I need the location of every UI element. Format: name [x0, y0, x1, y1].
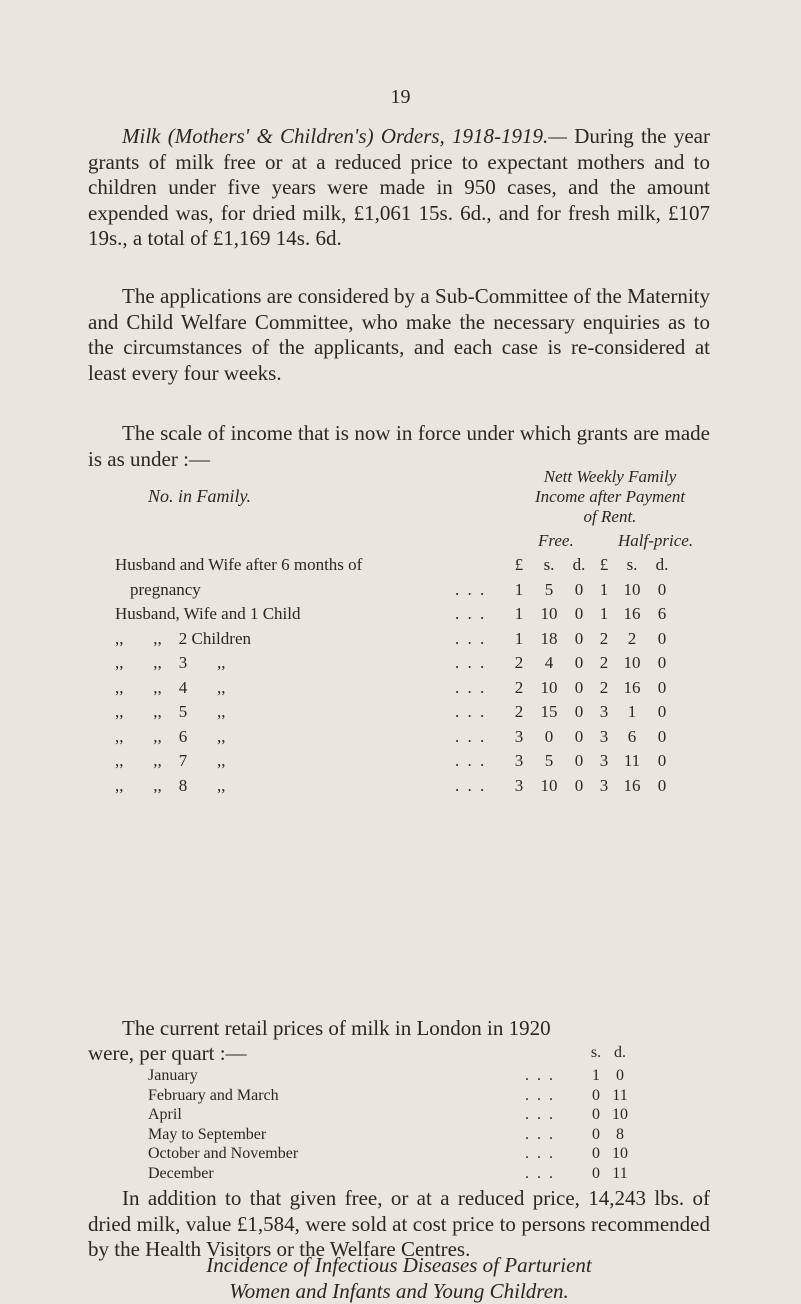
price-shillings: 0 [592, 1145, 600, 1162]
price-unit: s. [590, 1044, 602, 1061]
price-period: December [148, 1164, 214, 1182]
half-price-cell: 6 [657, 604, 667, 623]
free-cell: 2 [514, 653, 524, 672]
half-price-header: Half-price. [618, 531, 694, 550]
half-price-cell: 0 [657, 579, 667, 599]
free-cell: 10 [540, 775, 558, 795]
table-right-header-line: Income after Payment [534, 487, 686, 506]
free-cell: 2 [514, 702, 524, 721]
free-cell: 10 [540, 604, 558, 623]
price-period: February and March [148, 1086, 279, 1104]
free-cell: 0 [574, 628, 584, 648]
half-price-cell: 3 [599, 702, 609, 721]
price-unit: d. [614, 1044, 626, 1061]
unit-label: s. [626, 555, 638, 574]
leader-dots: . . . [525, 1067, 555, 1084]
free-header: Free. [538, 531, 574, 550]
half-price-cell: 1 [599, 579, 609, 599]
price-period: January [148, 1067, 198, 1084]
leader-dots: . . . [455, 604, 487, 623]
free-cell: 5 [544, 579, 554, 599]
half-price-cell: 11 [623, 751, 641, 770]
leader-dots: . . . [455, 702, 487, 721]
price-shillings: 0 [592, 1106, 600, 1123]
row-label: Husband, Wife and 1 Child [115, 604, 301, 623]
half-price-cell: 16 [623, 604, 641, 623]
half-price-cell: 0 [657, 775, 667, 795]
price-period: October and November [148, 1145, 299, 1162]
incidence-heading-line2: Women and Infants and Young Children. [229, 1279, 569, 1303]
scale-paragraph: The scale of income that is now in force under which grants are made is as under :— [88, 421, 710, 471]
leader-dots: . . . [455, 677, 487, 697]
price-pence: 10 [612, 1106, 628, 1123]
leader-dots: . . . [525, 1164, 555, 1182]
dried-milk-paragraph: In addition to that given free, or at a reduced price, 14,243 lbs. of dried milk, value £1,584, were sold at cost price to persons recommended by the Health Visitors or the Welfare Centres. [88, 1186, 710, 1261]
leader-dots: . . . [455, 726, 487, 746]
half-price-cell: 10 [623, 653, 641, 672]
half-price-cell: 0 [657, 726, 667, 746]
half-price-cell: 2 [599, 653, 609, 672]
table-left-header: No. in Family. [148, 486, 251, 506]
half-price-cell: 1 [627, 702, 637, 721]
free-cell: 3 [514, 775, 524, 795]
unit-label: d. [572, 555, 586, 574]
half-price-cell: 6 [627, 726, 637, 746]
row-label: ,, ,, 7 ,, [115, 751, 226, 770]
row-label: ,, ,, 5 ,, [115, 702, 226, 721]
price-shillings: 0 [592, 1164, 600, 1182]
half-price-cell: 16 [623, 677, 641, 697]
free-cell: 18 [540, 628, 558, 648]
free-cell: 2 [514, 677, 524, 697]
row-label: pregnancy [130, 579, 201, 599]
free-cell: 0 [574, 775, 584, 795]
half-price-cell: 3 [599, 775, 609, 795]
free-cell: 0 [544, 726, 554, 746]
free-cell: 5 [544, 751, 554, 770]
row-label: ,, ,, 2 Children [115, 628, 251, 648]
free-cell: 0 [574, 579, 584, 599]
free-cell: 1 [514, 579, 524, 599]
free-cell: 0 [574, 653, 584, 672]
unit-label: s. [543, 555, 555, 574]
half-price-cell: 2 [599, 677, 609, 697]
price-pence: 11 [612, 1164, 628, 1182]
leader-dots: . . . [455, 653, 487, 672]
row-label: ,, ,, 3 ,, [115, 653, 226, 672]
price-pence: 0 [616, 1067, 624, 1084]
half-price-cell: 2 [599, 628, 609, 648]
row-label: ,, ,, 4 ,, [115, 677, 226, 697]
half-price-cell: 0 [657, 702, 667, 721]
half-price-cell: 0 [657, 653, 667, 672]
price-shillings: 1 [592, 1067, 600, 1084]
free-cell: 15 [540, 702, 558, 721]
unit-label: £ [599, 555, 609, 574]
price-shillings: 0 [592, 1125, 600, 1143]
retail-paragraph-line1: The current retail prices of milk in London in 1920 [122, 1016, 551, 1040]
leader-dots: . . . [525, 1125, 555, 1143]
price-period: May to September [148, 1125, 267, 1143]
free-cell: 1 [514, 604, 524, 623]
leader-dots: . . . [455, 628, 487, 648]
free-cell: 0 [574, 702, 584, 721]
free-cell: 0 [574, 751, 584, 770]
price-pence: 11 [612, 1086, 628, 1104]
half-price-cell: 3 [599, 751, 609, 770]
leader-dots: . . . [455, 775, 487, 795]
unit-label: £ [514, 555, 524, 574]
page-number: 19 [390, 86, 411, 108]
free-cell: 0 [574, 677, 584, 697]
row-label: ,, ,, 8 ,, [115, 775, 226, 795]
unit-label: d. [655, 555, 669, 574]
free-cell: 3 [514, 726, 524, 746]
free-cell: 3 [514, 751, 524, 770]
free-cell: 1 [514, 628, 524, 648]
milk-orders-text: During the year grants of milk free or at a reduced price to expectant mothers and to children under five years were made in 950 cases, and the amount expended was, for dried milk, £1,061 15s. 6d., and for fresh milk, £107 19s., a total of £1,169 14s. 6d. [88, 124, 710, 250]
free-cell: 0 [574, 604, 584, 623]
price-period: April [148, 1106, 182, 1123]
half-price-cell: 2 [627, 628, 637, 648]
row-label: ,, ,, 6 ,, [115, 726, 226, 746]
milk-orders-paragraph [88, 124, 710, 252]
half-price-cell: 10 [623, 579, 641, 599]
applications-paragraph: The applications are considered by a Sub-Committee of the Maternity and Child Welfare Committee, who make the necessary enquiries as to the circumstances of the applicants, and each case is re-considered at least every four weeks. [88, 284, 710, 385]
half-price-cell: 3 [599, 726, 609, 746]
row-label: Husband and Wife after 6 months of [115, 555, 363, 574]
leader-dots: . . . [455, 751, 487, 770]
free-cell: 10 [540, 677, 558, 697]
incidence-heading-line1: Incidence of Infectious Diseases of Parturient [206, 1253, 592, 1277]
leader-dots: . . . [455, 579, 487, 599]
retail-paragraph-line2: were, per quart :— [88, 1041, 247, 1065]
milk-orders-heading: Milk (Mothers' & Children's) Orders, 1918-1919.— [122, 124, 567, 148]
half-price-cell: 0 [657, 677, 667, 697]
leader-dots: . . . [525, 1086, 555, 1104]
free-cell: 0 [574, 726, 584, 746]
leader-dots: . . . [525, 1106, 555, 1123]
half-price-cell: 0 [657, 628, 667, 648]
half-price-cell: 0 [657, 751, 667, 770]
free-cell: 4 [544, 653, 554, 672]
table-right-header [500, 467, 720, 527]
table-right-header-line: Nett Weekly Family [543, 467, 677, 486]
table-right-header-line: of Rent. [583, 507, 637, 526]
price-shillings: 0 [592, 1086, 600, 1104]
price-pence: 10 [612, 1145, 628, 1162]
half-price-cell: 1 [599, 604, 609, 623]
leader-dots: . . . [525, 1145, 555, 1162]
half-price-cell: 16 [623, 775, 641, 795]
price-pence: 8 [616, 1125, 624, 1143]
